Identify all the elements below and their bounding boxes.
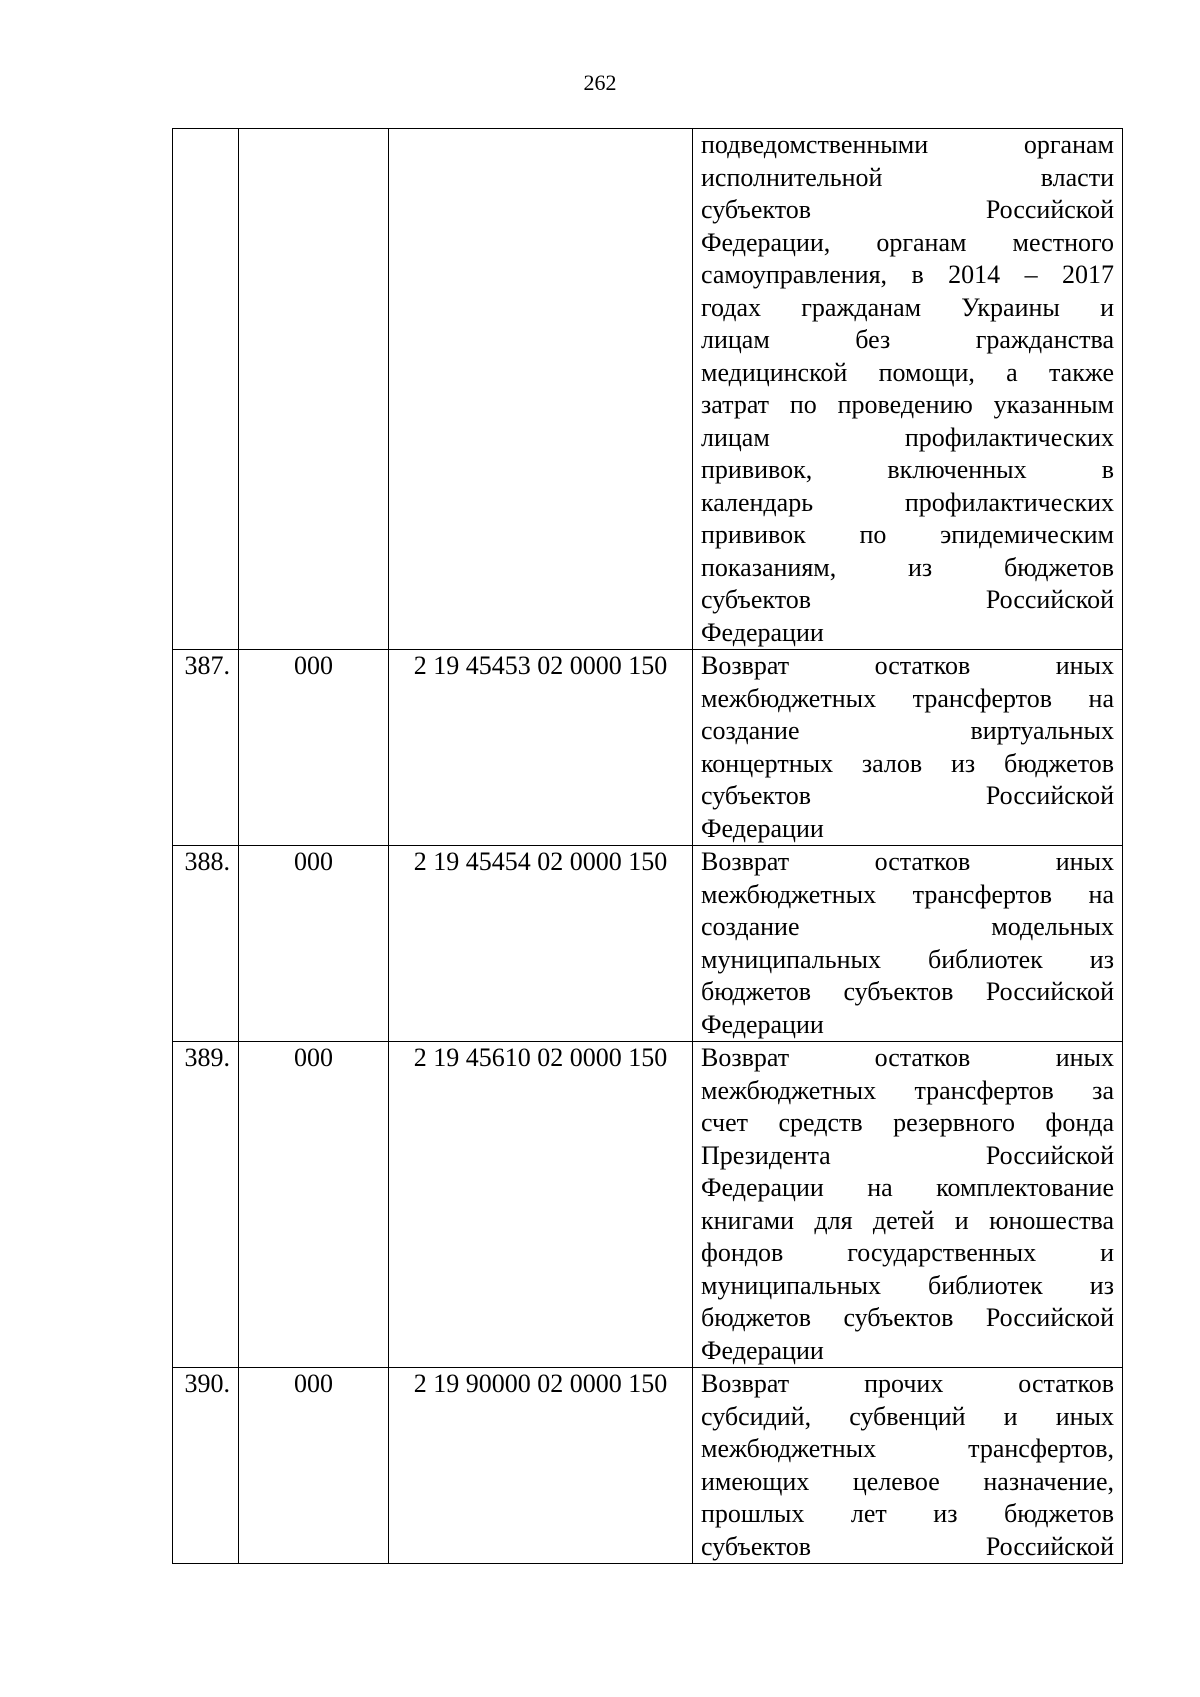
table-row: [173, 129, 1123, 650]
description-line: межбюджетных трансфертов,: [701, 1434, 1114, 1463]
description-line: субъектов Российской: [701, 195, 1114, 224]
description-line: имеющих целевое назначение,: [701, 1466, 1114, 1496]
description-line: самоуправления, в 2014 – 2017: [701, 260, 1114, 289]
description-cell: [693, 846, 1123, 1042]
description-line: бюджетов субъектов Российской: [701, 977, 1114, 1006]
description-line: годах гражданам Украины и: [701, 292, 1114, 322]
description-line: межбюджетных трансфертов на: [701, 683, 1114, 713]
row-number-cell: 389.: [173, 1042, 239, 1368]
admin-code-cell: 000: [239, 650, 389, 846]
description-line: медицинской помощи, а также: [701, 357, 1114, 387]
table-body: [173, 129, 1123, 1564]
description-line: Президента Российской: [701, 1140, 1114, 1170]
description-line: муниципальных библиотек из: [701, 944, 1114, 974]
budget-code-cell: 2 19 45453 02 0000 150: [389, 650, 693, 846]
description-line: создание модельных: [701, 912, 1114, 941]
budget-code-cell: 2 19 45610 02 0000 150: [389, 1042, 693, 1368]
description-cell: [693, 1368, 1123, 1564]
description-line: межбюджетных трансфертов за: [701, 1075, 1114, 1105]
description-line: субъектов Российской: [701, 585, 1114, 614]
description-cell: [693, 129, 1123, 650]
description-line: календарь профилактических: [701, 487, 1114, 517]
description-line: книгами для детей и юношества: [701, 1205, 1114, 1235]
admin-code-cell: 000: [239, 1368, 389, 1564]
description-line: Возврат остатков иных: [701, 651, 1114, 680]
description-line: показаниям, из бюджетов: [701, 552, 1114, 582]
description-line: подведомственными органам: [701, 130, 1114, 159]
description-line: Федерации: [701, 813, 824, 843]
description-line: межбюджетных трансфертов на: [701, 879, 1114, 909]
description-cell: [693, 1042, 1123, 1368]
description-line: исполнительной власти: [701, 162, 1114, 192]
row-number-cell: 390.: [173, 1368, 239, 1564]
description-line: субъектов Российской: [701, 781, 1114, 810]
description-line: Федерации на комплектование: [701, 1173, 1114, 1202]
description-line: счет средств резервного фонда: [701, 1108, 1114, 1137]
description-line: прививок по эпидемическим: [701, 520, 1114, 549]
description-line: муниципальных библиотек из: [701, 1270, 1114, 1300]
row-number-cell: 387.: [173, 650, 239, 846]
admin-code-cell: 000: [239, 1042, 389, 1368]
description-line: Возврат остатков иных: [701, 847, 1114, 876]
description-line: концертных залов из бюджетов: [701, 748, 1114, 778]
description-line: прививок, включенных в: [701, 455, 1114, 484]
page-number: 262: [583, 70, 617, 95]
table-row: [173, 846, 1123, 1042]
description-cell: [693, 650, 1123, 846]
description-line: Федерации: [701, 617, 824, 647]
description-line: бюджетов субъектов Российской: [701, 1303, 1114, 1332]
row-number-cell: 388.: [173, 846, 239, 1042]
budget-code-cell: 2 19 45454 02 0000 150: [389, 846, 693, 1042]
description-line: прошлых лет из бюджетов: [701, 1499, 1114, 1528]
budget-code-cell: 2 19 90000 02 0000 150: [389, 1368, 693, 1564]
description-line: Возврат остатков иных: [701, 1043, 1114, 1072]
description-line: лицам без гражданства: [701, 325, 1114, 354]
table-row: [173, 650, 1123, 846]
admin-code-cell: 000: [239, 846, 389, 1042]
description-line: фондов государственных и: [701, 1238, 1114, 1267]
budget-classification-table: [172, 128, 1123, 1564]
admin-code-cell: [239, 129, 389, 650]
description-line: Федерации: [701, 1335, 824, 1365]
description-line: Возврат прочих остатков: [701, 1369, 1114, 1398]
budget-code-cell: [389, 129, 693, 650]
description-line: затрат по проведению указанным: [701, 390, 1114, 419]
description-line: субсидий, субвенций и иных: [701, 1401, 1114, 1431]
table-row: [173, 1368, 1123, 1564]
description-line: создание виртуальных: [701, 716, 1114, 745]
description-line: лицам профилактических: [701, 422, 1114, 452]
description-line: субъектов Российской: [701, 1531, 1114, 1561]
row-number-cell: [173, 129, 239, 650]
description-line: Федерации: [701, 1009, 824, 1039]
table-row: [173, 1042, 1123, 1368]
description-line: Федерации, органам местного: [701, 227, 1114, 257]
